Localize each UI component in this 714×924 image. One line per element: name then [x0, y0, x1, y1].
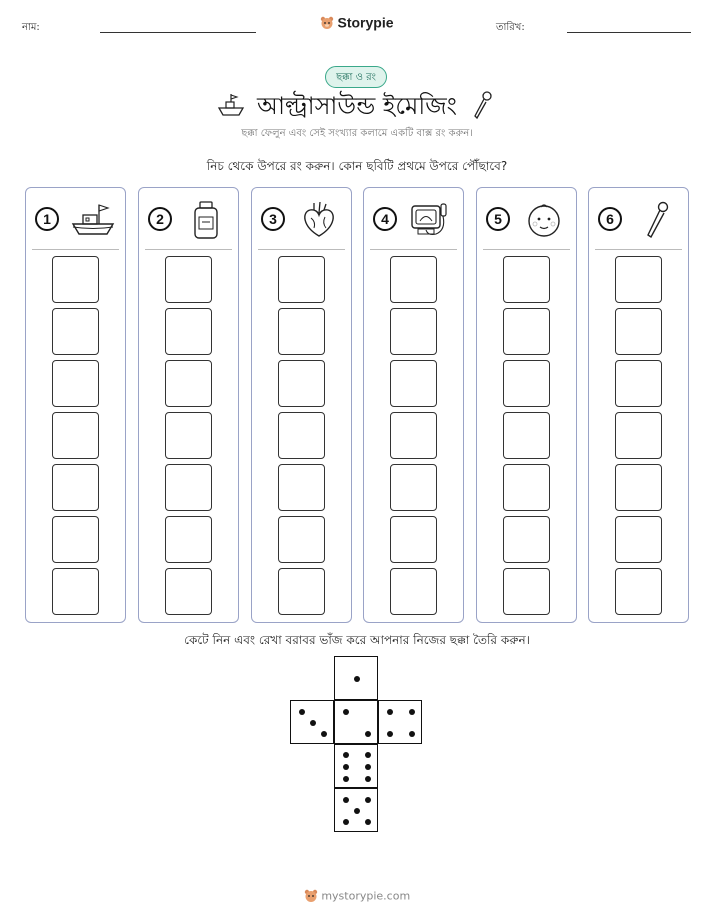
dice-face-3 — [290, 700, 334, 744]
dice-face-5 — [334, 788, 378, 832]
dice-pip — [321, 731, 327, 737]
color-box[interactable] — [165, 308, 212, 355]
probe-icon — [633, 200, 679, 240]
color-box[interactable] — [390, 516, 437, 563]
color-box[interactable] — [503, 464, 550, 511]
date-line[interactable] — [567, 32, 691, 33]
color-box[interactable] — [52, 360, 99, 407]
dice-pip — [343, 797, 349, 803]
color-box[interactable] — [615, 360, 662, 407]
color-box[interactable] — [165, 568, 212, 615]
dice-pip — [299, 709, 305, 715]
color-box[interactable] — [278, 516, 325, 563]
heart-icon — [296, 200, 342, 240]
color-box[interactable] — [52, 516, 99, 563]
dice-face-1 — [334, 656, 378, 700]
color-box[interactable] — [503, 360, 550, 407]
dice-pip — [354, 808, 360, 814]
color-box[interactable] — [52, 568, 99, 615]
column-4 — [363, 187, 464, 623]
color-box[interactable] — [503, 256, 550, 303]
storypie-bear-icon — [320, 16, 334, 30]
ultrasound-machine-icon — [408, 200, 454, 240]
column-number: 6 — [598, 207, 622, 231]
color-box[interactable] — [390, 256, 437, 303]
dice-pip — [387, 731, 393, 737]
dice-pip — [310, 720, 316, 726]
dice-pip — [387, 709, 393, 715]
dice-pip — [365, 797, 371, 803]
color-box[interactable] — [390, 568, 437, 615]
color-box[interactable] — [52, 464, 99, 511]
column-divider — [595, 249, 682, 250]
color-box[interactable] — [278, 412, 325, 459]
color-box[interactable] — [615, 464, 662, 511]
column-divider — [258, 249, 345, 250]
category-badge: ছক্কা ও রং — [325, 66, 387, 88]
color-box[interactable] — [278, 256, 325, 303]
dice-pip — [354, 676, 360, 682]
logo-text: Storypie — [337, 14, 394, 31]
dice-face-4 — [378, 700, 422, 744]
dice-pip — [343, 764, 349, 770]
column-number: 2 — [148, 207, 172, 231]
color-box[interactable] — [615, 568, 662, 615]
subtitle: ছক্কা ফেলুন এবং সেই সংখ্যার কলামে একটি বাক্স রং করুন। — [241, 128, 473, 139]
storypie-bear-icon — [304, 889, 318, 903]
cut-instruction: কেটে নিন এবং রেখা বরাবর ভাঁজ করে আপনার নিজের ছক্কা তৈরি করুন। — [184, 633, 530, 647]
color-box[interactable] — [390, 464, 437, 511]
color-box[interactable] — [390, 412, 437, 459]
dice-pip — [409, 709, 415, 715]
color-box[interactable] — [615, 516, 662, 563]
column-3 — [251, 187, 352, 623]
color-box[interactable] — [165, 412, 212, 459]
color-box[interactable] — [52, 412, 99, 459]
dice-pip — [365, 776, 371, 782]
logo — [0, 12, 714, 31]
column-number: 4 — [373, 207, 397, 231]
column-number: 1 — [35, 207, 59, 231]
column-number: 5 — [486, 207, 510, 231]
dice-pip — [343, 752, 349, 758]
column-2 — [138, 187, 239, 623]
column-5 — [476, 187, 577, 623]
column-divider — [483, 249, 570, 250]
name-label: নাম: — [22, 22, 40, 33]
column-6 — [588, 187, 689, 623]
name-line[interactable] — [100, 32, 256, 33]
color-box[interactable] — [503, 568, 550, 615]
color-box[interactable] — [165, 464, 212, 511]
color-box[interactable] — [278, 308, 325, 355]
color-box[interactable] — [278, 464, 325, 511]
color-box[interactable] — [390, 308, 437, 355]
dice-pip — [365, 731, 371, 737]
dice-pip — [365, 819, 371, 825]
color-box[interactable] — [52, 256, 99, 303]
baby-face-icon — [521, 200, 567, 240]
footer-url[interactable]: mystorypie.com — [321, 889, 411, 903]
dice-pip — [343, 776, 349, 782]
dice-face-2 — [334, 700, 378, 744]
instruction: নিচ থেকে উপরে রং করুন। কোন ছবিটি প্রথমে উপরে পৌঁছাবে? — [206, 159, 508, 173]
column-divider — [370, 249, 457, 250]
dice-pip — [343, 709, 349, 715]
color-box[interactable] — [503, 308, 550, 355]
color-box[interactable] — [615, 412, 662, 459]
column-number: 3 — [261, 207, 285, 231]
date-label: তারিখ: — [496, 22, 525, 33]
footer — [0, 889, 714, 903]
color-box[interactable] — [390, 360, 437, 407]
color-box[interactable] — [278, 568, 325, 615]
color-box[interactable] — [165, 256, 212, 303]
color-box[interactable] — [52, 308, 99, 355]
column-divider — [32, 249, 119, 250]
dice-pip — [409, 731, 415, 737]
color-box[interactable] — [615, 256, 662, 303]
dice-face-6 — [334, 744, 378, 788]
color-box[interactable] — [165, 516, 212, 563]
probe-icon — [470, 90, 494, 120]
dice-pip — [365, 764, 371, 770]
color-box[interactable] — [615, 308, 662, 355]
column-1 — [25, 187, 126, 623]
dice-pip — [343, 819, 349, 825]
page-title: আল্ট্রাসাউন্ড ইমেজিং — [256, 92, 458, 120]
color-box[interactable] — [165, 360, 212, 407]
color-box[interactable] — [278, 360, 325, 407]
dice-pip — [365, 752, 371, 758]
gel-bottle-icon — [183, 200, 229, 240]
column-divider — [145, 249, 232, 250]
color-box[interactable] — [503, 412, 550, 459]
color-box[interactable] — [503, 516, 550, 563]
boat-icon — [70, 200, 116, 240]
